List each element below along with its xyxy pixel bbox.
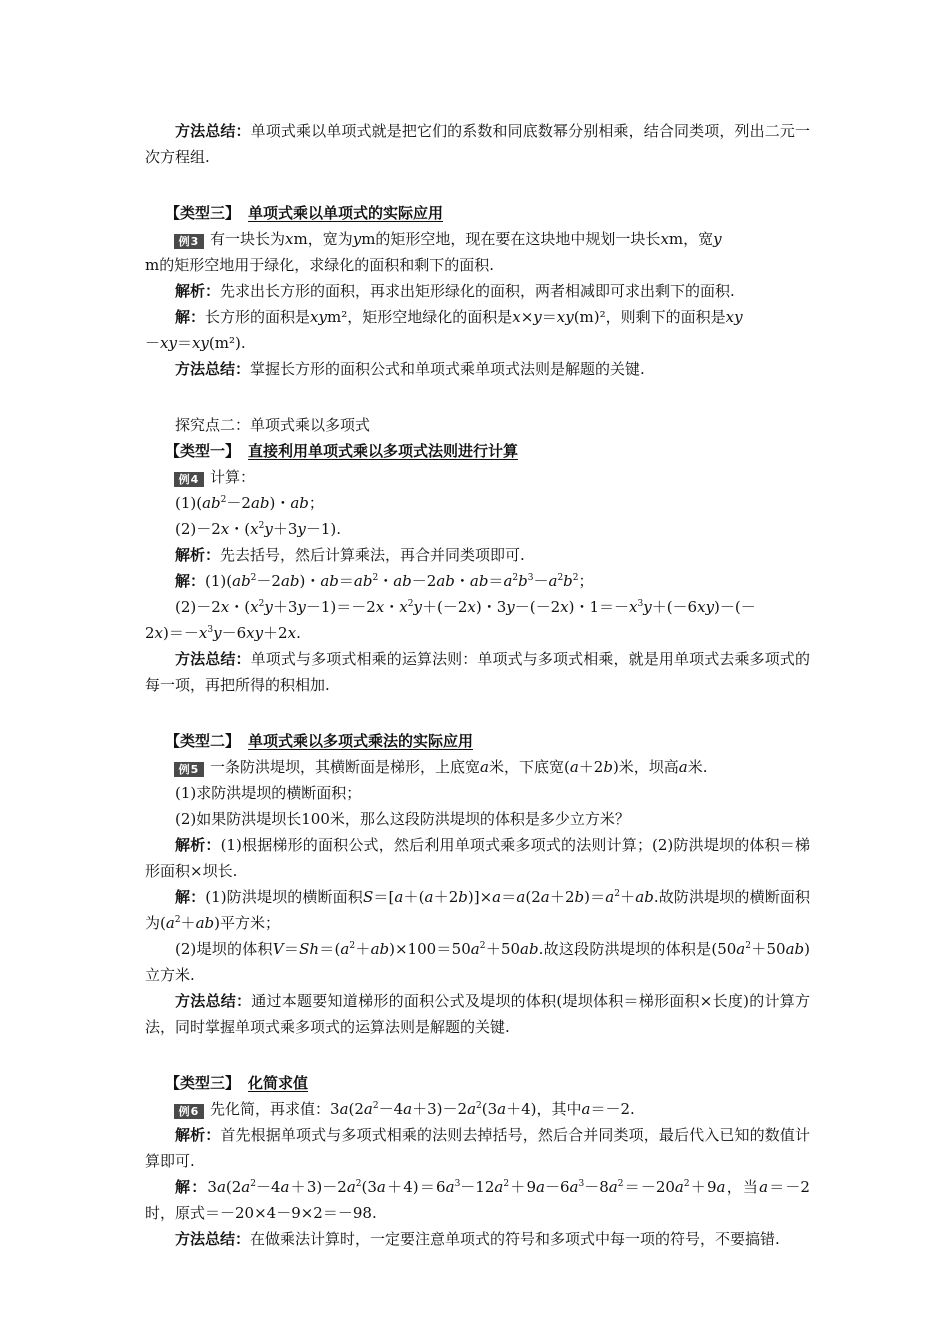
- example-5-item-2: (2)如果防洪堤坝长100米，那么这段防洪堤坝的体积是多少立方米？: [175, 810, 630, 828]
- example-5-solution-1: 解：(1)防洪堤坝的横断面积$S=[a+(a+2b)]\times a=a(2a+2b)=a^2+ab$.故防洪堤坝的横断面积为$(a^2+ab)$平方米；: [145, 888, 810, 932]
- example-5-question: 例5 一条防洪堤坝，其横断面是梯形，上底宽a米，下底宽(a＋2b)米，坝高a米.: [145, 754, 810, 780]
- example-4-solution-1: 解：$(1)(ab^2-2ab)$・$ab=ab^2$・ab－2ab・$ab=a^2b^3-a^2b^2$；: [175, 572, 594, 590]
- type-one-heading: 【类型一】 直接利用单项式乘以多项式法则进行计算: [165, 442, 519, 460]
- example-3-method-summary: 方法总结：掌握长方形的面积公式和单项式乘单项式法则是解题的关键.: [175, 360, 645, 378]
- example-badge: 例6: [174, 1104, 204, 1119]
- type-two-heading: 【类型二】 单项式乘以多项式乘法的实际应用: [165, 732, 474, 750]
- example-6-question: 例6 先化简，再求值：$3a(2a^2-4a+3)-2a^2(3a+4)$，其中a＝－2.: [145, 1096, 810, 1122]
- example-3-analysis: 解析：先求出长方形的面积，再求出矩形绿化的面积，两者相减即可求出剩下的面积.: [175, 282, 735, 300]
- example-4-item-1: $(1)(ab^2-2ab)$・ab；: [175, 494, 324, 512]
- example-5-analysis: 解析：(1)根据梯形的面积公式，然后利用单项式乘多项式的法则计算；(2)防洪堤坝的体积＝梯形面积×坝长.: [145, 836, 810, 880]
- method-summary-paragraph: [145, 118, 810, 170]
- document-page: [145, 118, 810, 1252]
- example-badge: 例4: [174, 472, 204, 487]
- example-4-analysis: 解析：先去括号，然后计算乘法，再合并同类项即可.: [175, 546, 525, 564]
- example-6-analysis: 解析：首先根据单项式与多项式相乘的法则去掉括号，然后合并同类项，最后代入已知的数值计算即可.: [145, 1126, 810, 1170]
- example-3-question: 例3 有一块长为xm，宽为ym的矩形空地，现在要在这块地中规划一块长xm，宽y: [145, 226, 810, 252]
- example-4-method-summary: 方法总结：单项式与多项式相乘的运算法则：单项式与多项式相乘，就是用单项式去乘多项式的每一项，再把所得的积相加.: [145, 650, 810, 694]
- example-6-method-summary: 方法总结：在做乘法计算时，一定要注意单项式的符号和多项式中每一项的符号，不要搞错.: [175, 1230, 780, 1248]
- section-heading: 探究点二：单项式乘以多项式: [175, 416, 371, 434]
- example-4-item-2: (2)－2x・$(x^2y+3y-1)$.: [175, 520, 342, 538]
- example-3-question-cont: m的矩形空地用于绿化，求绿化的面积和剩下的面积.: [145, 256, 494, 274]
- type-three-heading-2: 【类型三】 化简求值: [165, 1074, 309, 1092]
- type-title: 单项式乘以单项式的实际应用: [248, 204, 444, 222]
- example-5-method-summary: 方法总结：通过本题要知道梯形的面积公式及堤坝的体积(堤坝体积＝梯形面积×长度)的计算方法，同时掌握单项式乘多项式的运算法则是解题的关键.: [145, 992, 810, 1036]
- method-summary-label: 方法总结：: [175, 122, 251, 140]
- example-4-solution-2: (2)－2x・$(x^2y+3y-1)=-2x$・$x^2y+(-2x)$・3y－(－2x)・$1=-x^3y+(-6xy)-(-$ $2x)=-x^3y-6xy+2x$.: [145, 598, 756, 642]
- method-summary-text: 单项式乘以单项式就是把它们的系数和同底数幂分别相乘，结合同类项，列出二元一次方程组.: [145, 122, 810, 166]
- example-4-question: 例4 计算：: [145, 464, 810, 490]
- example-5-solution-2: (2)堤坝的体积$V=Sh=(a^2+ab)\times 100=50a^2+50ab$.故这段防洪堤坝的体积是$(50a^2+50ab)$立方米.: [145, 940, 810, 984]
- example-badge: 例5: [174, 762, 204, 777]
- example-badge: 例3: [174, 234, 204, 249]
- type-bracket: 【类型三】: [165, 204, 241, 222]
- example-5-item-1: (1)求防洪堤坝的横断面积；: [175, 784, 362, 802]
- type-three-heading: [145, 200, 810, 226]
- example-3-solution: 解：长方形的面积是xym²，矩形空地绿化的面积是x×y＝xy(m)²，则剩下的面积是xy －xy＝xy(m²).: [145, 308, 743, 352]
- example-6-solution: 解：$3a(2a^2-4a+3)-2a^2(3a+4)=6a^3-12a^2+9a-6a^3-8a^2=-20a^2+9a$，当a＝－2时，原式＝－20×4－9×2＝－98.: [145, 1178, 810, 1222]
